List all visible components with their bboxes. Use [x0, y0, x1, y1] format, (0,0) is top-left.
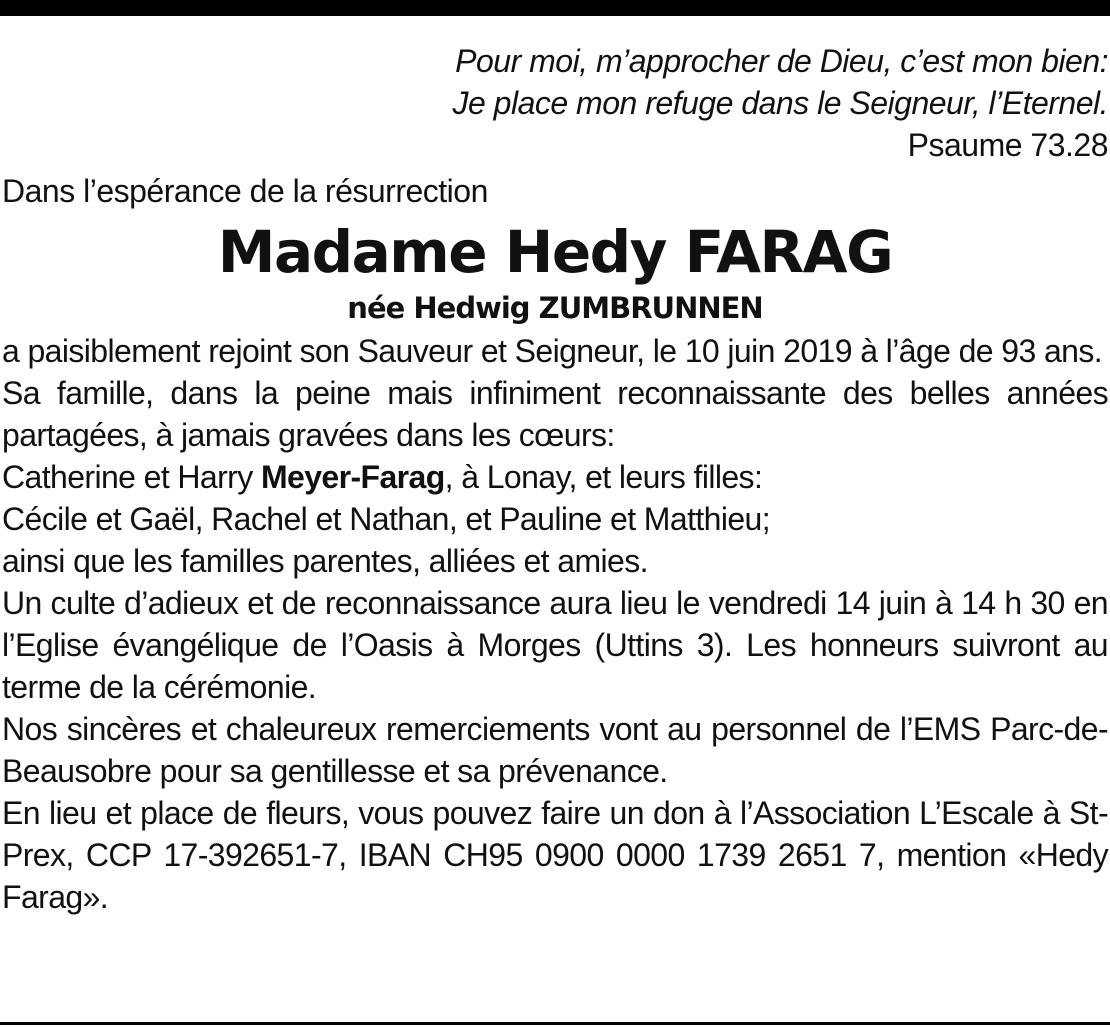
epigraph-line-2: Je place mon refuge dans le Seigneur, l’Eternel.: [452, 85, 1108, 121]
service-paragraph: Un culte d’adieux et de reconnaissance aura lieu le vendredi 14 juin à 14 h 30 en l’Eglise évangélique de l’Oasis à Morges (Uttins 3). Les honneurs suivront au terme de la cérémonie.: [2, 585, 1108, 705]
grandchildren-line: Cécile et Gaël, Rachel et Nathan, et Pauline et Matthieu;: [2, 501, 771, 537]
family-line: [2, 456, 1108, 498]
epigraph-line-1: Pour moi, m’approcher de Dieu, c’est mon bien:: [455, 43, 1108, 79]
relatives-line: ainsi que les familles parentes, alliées et amies.: [2, 543, 648, 579]
top-rule: [0, 0, 1110, 16]
family-intro-paragraph: Sa famille, dans la peine mais infiniment reconnaissante des belles années partagées, à jamais gravées dans les cœurs:: [2, 375, 1108, 453]
family-line-suffix: , à Lonay, et leurs filles:: [444, 459, 763, 495]
family-line-prefix: Catherine et Harry: [2, 459, 261, 495]
obituary-notice: [2, 40, 1108, 918]
donation-paragraph: En lieu et place de fleurs, vous pouvez faire un don à l’Association L’Escale à St-Prex, CCP 17-392651-7, IBAN CH95 0900 0000 1739 2651 7, mention «Hedy Farag».: [2, 795, 1108, 915]
notice-body: [2, 330, 1108, 918]
epigraph: [2, 40, 1108, 166]
maiden-name: née Hedwig ZUMBRUNNEN: [347, 291, 763, 325]
bottom-rule: [0, 1022, 1110, 1025]
family-surname: Meyer-Farag: [260, 459, 445, 495]
deceased-name: Madame Hedy FARAG: [217, 218, 893, 286]
passing-paragraph: a paisiblement rejoint son Sauveur et Seigneur, le 10 juin 2019 à l’âge de 93 ans.: [2, 333, 1103, 369]
thanks-paragraph: Nos sincères et chaleureux remerciements vont au personnel de l’EMS Parc-de-Beausobre pour sa gentillesse et sa prévenance.: [2, 711, 1108, 789]
epigraph-reference: Psaume 73.28: [907, 127, 1108, 163]
intro-line: Dans l’espérance de la résurrection: [2, 173, 488, 209]
